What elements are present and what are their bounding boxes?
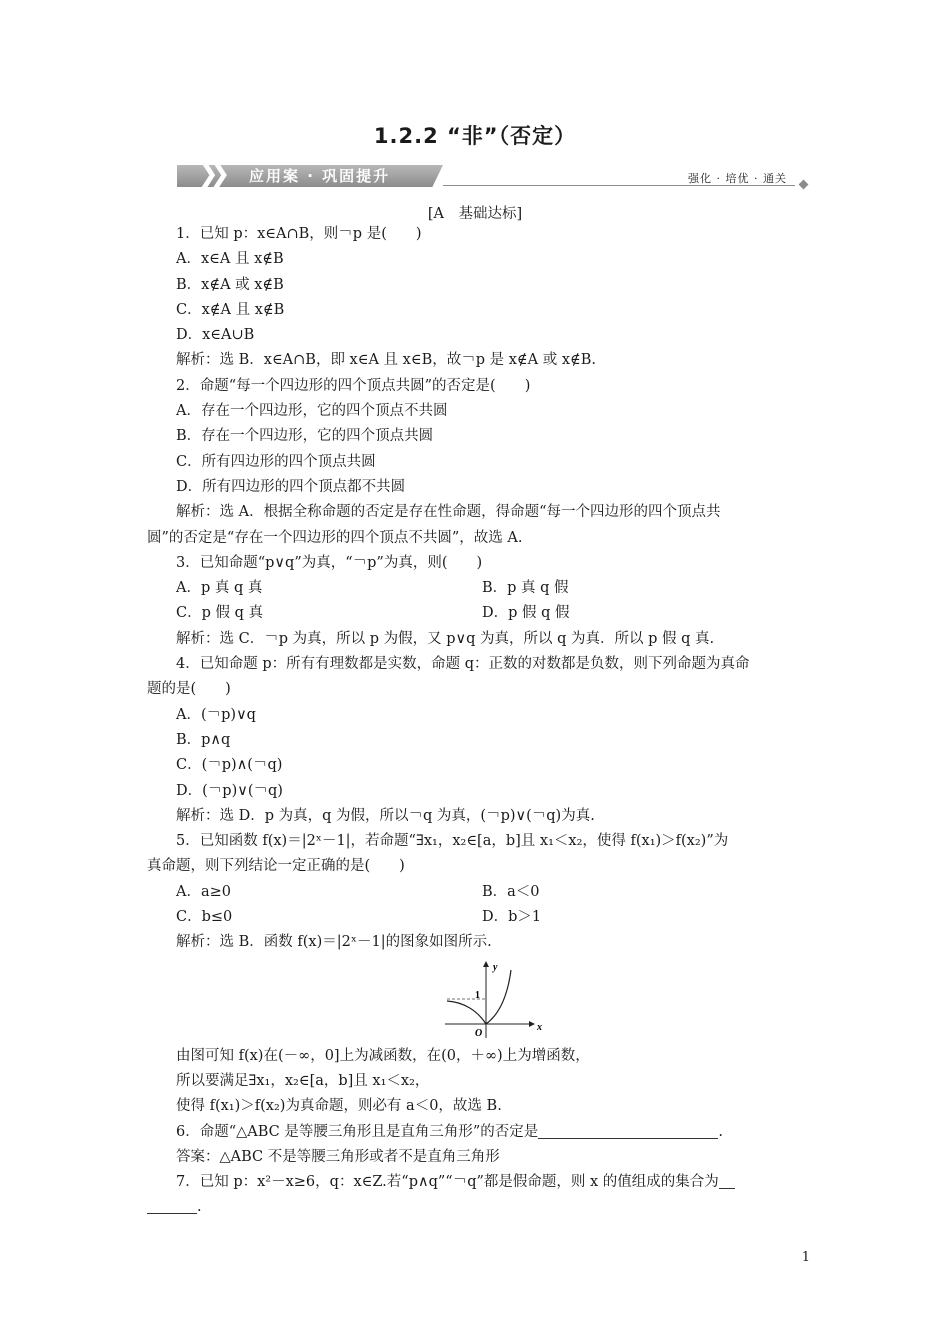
option-left: C．p 假 q 真 [176,605,263,622]
option-right: B．a＜0 [482,883,540,900]
line-text: 解析：选 D．p 为真，q 为假，所以￢q 为真，(￢p)∨(￢q)为真. [176,807,595,824]
option-left: A．a≥0 [176,883,231,900]
option-row [147,905,815,930]
line-suffix: . [718,1123,723,1140]
text-line [147,424,815,449]
line-text: 4．已知命题 p：所有有理数都是实数，命题 q：正数的对数都是负数，则下列命题为真命 [176,656,750,673]
page-title: 1.2.2 “非”（否定） [373,124,577,148]
line-text: 6．命题“△ABC 是等腰三角形且是直角三角形”的否定是 [176,1123,539,1140]
line-text: A．(￢p)∨q [176,706,256,723]
option-row [147,601,815,626]
option-right: D．b＞1 [482,909,542,926]
diamond-icon [799,180,809,190]
line-text: 2．命题“每一个四边形的四个顶点共圆”的否定是( ) [176,377,531,394]
answer-blank [538,1122,718,1139]
line-text: C．(￢p)∧(￢q) [176,757,283,774]
line-text: A．x∈A 且 x∉B [176,251,284,268]
text-line [147,854,815,879]
line-text: A．存在一个四边形，它的四个顶点不共圆 [176,403,448,420]
line-suffix: . [197,1199,202,1216]
text-line [147,677,815,702]
line-text: C．所有四边形的四个顶点共圆 [176,453,376,470]
text-line [147,1195,815,1220]
text-line [147,298,815,323]
text-line [147,374,815,399]
graph-tick-1: 1 [475,989,480,1001]
line-text: 真命题，则下列结论一定正确的是( ) [147,858,405,875]
line-text: B．存在一个四边形，它的四个顶点共圆 [176,428,434,445]
line-text: 解析：选 B．函数 f(x)＝|2ˣ－1|的图象如图所示. [176,934,492,951]
graph-y-label: y [493,961,498,973]
line-text: D．所有四边形的四个顶点都不共圆 [176,478,406,495]
banner-right-text: 强化 · 培优 · 通关 [688,172,787,185]
section-banner [177,157,807,189]
section-label: [A 基础达标] [427,206,523,222]
text-line [147,551,815,576]
text-line [147,1145,815,1170]
line-text: 由图可知 f(x)在(－∞，0]上为减函数，在(0，＋∞)上为增函数， [176,1047,590,1064]
line-text: 解析：选 B．x∈A∩B，即 x∈A 且 x∈B，故￢p 是 x∉A 或 x∉B. [176,352,597,369]
text-line [147,728,815,753]
text-line [147,779,815,804]
chevron-icon: ❯❯ [197,159,221,189]
line-text: 解析：选 A．根据全称命题的否定是存在性命题，得命题“每一个四边形的四个顶点共 [176,504,721,521]
text-line [147,323,815,348]
text-line [147,399,815,424]
function-graph [147,958,815,1040]
option-right: B．p 真 q 假 [482,580,569,597]
text-line [147,273,815,298]
question-content [147,222,815,1221]
graph-svg [443,958,553,1040]
graph-origin-label: O [475,1027,483,1039]
text-line [147,500,815,525]
line-text: 解析：选 C．￢p 为真，所以 p 为假，又 p∨q 为真，所以 q 为真．所以 p 假 q 真. [176,630,715,647]
option-left: C．b≤0 [176,909,233,926]
text-line [147,753,815,778]
text-line [147,627,815,652]
line-text: C．x∉A 且 x∉B [176,301,285,318]
line-text: 题的是( ) [147,681,231,698]
text-line [147,526,815,551]
text-line [147,804,815,829]
text-line [147,348,815,373]
line-text: 答案：△ABC 不是等腰三角形或者不是直角三角形 [176,1148,500,1165]
answer-blank [719,1172,735,1189]
text-line [147,1170,815,1195]
text-line [147,222,815,247]
text-line [147,475,815,500]
option-right: D．p 假 q 假 [482,605,570,622]
text-line [147,703,815,728]
option-row [147,880,815,905]
line-text: 使得 f(x₁)＞f(x₂)为真命题，则必有 a＜0，故选 B. [176,1098,502,1115]
answer-blank [147,1197,197,1214]
line-text: 所以要满足∃x₁，x₂∈[a，b]且 x₁＜x₂， [176,1072,430,1089]
text-line [147,1044,815,1069]
text-line [147,1069,815,1094]
text-line [147,247,815,272]
text-line [147,829,815,854]
page-number: 1 [801,1250,810,1265]
line-text: 1．已知 p：x∈A∩B，则￢p 是( ) [176,226,422,242]
line-text: 圆”的否定是“存在一个四边形的四个顶点不共圆”，故选 A. [147,529,523,546]
text-line [147,1120,815,1145]
text-line [147,1094,815,1119]
line-text: 7．已知 p：x²－x≥6，q：x∈Z.若“p∧q”“￢q”都是假命题，则 x 的值组成的集合为 [176,1174,719,1191]
option-row [147,576,815,601]
text-line [147,652,815,677]
banner-left-text: 应用案 · 巩固提升 [249,167,391,185]
option-left: A．p 真 q 真 [176,580,263,597]
line-text: 5．已知函数 f(x)＝|2ˣ－1|，若命题“∃x₁，x₂∈[a，b]且 x₁＜x₂，使得 f(x₁)＞f(x₂)”为 [176,833,729,850]
text-line [147,930,815,955]
line-text: B．x∉A 或 x∉B [176,276,284,293]
line-text: D．x∈A∪B [176,327,255,344]
text-line [147,450,815,475]
graph-x-label: x [537,1021,542,1033]
line-text: B．p∧q [176,731,231,748]
line-text: 3．已知命题“p∨q”为真，“￢p”为真，则( ) [176,554,483,571]
line-text: D．(￢p)∨(￢q) [176,782,283,799]
